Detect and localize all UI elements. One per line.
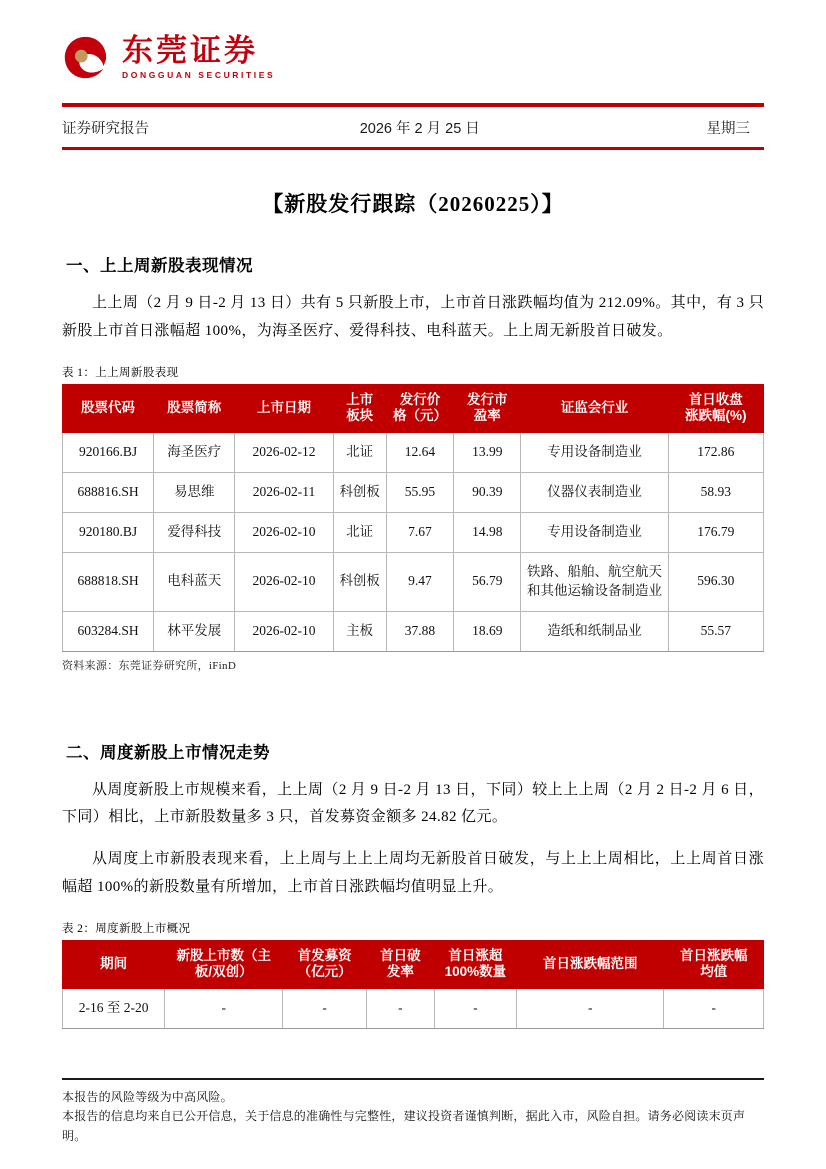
table-2-header (63, 940, 764, 989)
cell-change-average: - (664, 989, 764, 1029)
footer-disclaimer (62, 1088, 764, 1147)
col-period (63, 940, 165, 989)
col-period-l1: 期间 (100, 956, 128, 972)
cell-listing-board: 科创板 (333, 552, 386, 611)
col-listing-count-l1: 新股上市数（主 (176, 947, 271, 963)
cell-stock-name: 林平发展 (154, 611, 235, 651)
col-csrc-industry-l1: 证监会行业 (560, 399, 629, 415)
table-header-row (63, 940, 764, 989)
logo-text-cn: 东莞证券 (122, 33, 258, 69)
col-change-average (664, 940, 764, 989)
cell-issue-price: 9.47 (386, 552, 453, 611)
col-first-day-change (668, 384, 763, 433)
col-ipo-proceeds-l2: （亿元） (297, 964, 352, 980)
table-row (63, 473, 764, 513)
col-issue-pe-l1: 发行市 (467, 391, 508, 407)
cell-stock-name: 爱得科技 (154, 513, 235, 553)
cell-first-day-change: 172.86 (668, 433, 763, 473)
col-listing-count (165, 940, 283, 989)
cell-issue-pe: 90.39 (454, 473, 521, 513)
cell-stock-name: 海圣医疗 (154, 433, 235, 473)
table-1-header (63, 384, 764, 433)
cell-listing-board: 北证 (333, 433, 386, 473)
cell-listing-date: 2026-02-10 (235, 552, 333, 611)
col-issue-price (386, 384, 453, 433)
col-issue-pe-l2: 盈率 (473, 408, 501, 424)
cell-listing-board: 主板 (333, 611, 386, 651)
report-info-bar (62, 107, 764, 147)
cell-csrc-industry: 专用设备制造业 (521, 433, 668, 473)
col-listing-board (333, 384, 386, 433)
table-row (63, 513, 764, 553)
report-weekday: 星期三 (706, 120, 751, 137)
col-listing-board-l2: 板块 (346, 408, 374, 424)
cell-stock-code: 603284.SH (63, 611, 154, 651)
report-type-label: 证券研究报告 (62, 120, 149, 137)
col-listing-count-l2: 板/双创） (194, 964, 253, 980)
col-break-rate-l1: 首日破 (380, 947, 421, 963)
cell-change-range: - (517, 989, 664, 1029)
cell-stock-code: 920180.BJ (63, 513, 154, 553)
cell-csrc-industry: 专用设备制造业 (521, 513, 668, 553)
col-break-rate-l2: 发率 (386, 964, 414, 980)
col-change-range (517, 940, 664, 989)
cell-issue-price: 7.67 (386, 513, 453, 553)
cell-listing-count: - (165, 989, 283, 1029)
col-stock-code (63, 384, 154, 433)
col-break-rate (367, 940, 434, 989)
cell-issue-price: 55.95 (386, 473, 453, 513)
cell-over-100-count: - (434, 989, 517, 1029)
footer-line-2: 本报告的信息均来自已公开信息，关于信息的准确性与完整性，建议投资者谨慎判断，据此入市，风险自担。请务必阅读末页声明。 (62, 1109, 746, 1144)
col-ipo-proceeds-l1: 首发募资 (297, 947, 352, 963)
cell-first-day-change: 596.30 (668, 552, 763, 611)
cell-stock-code: 688816.SH (63, 473, 154, 513)
page-footer (62, 1078, 764, 1147)
table-row (63, 433, 764, 473)
cell-listing-board: 北证 (333, 513, 386, 553)
table-new-stock-performance (62, 384, 764, 652)
logo-text-en: DONGGUAN SECURITIES (122, 70, 276, 80)
col-over-100-count-l1: 首日涨超 (448, 947, 503, 963)
table-1-caption: 表 1：上上周新股表现 (62, 366, 179, 379)
col-stock-code-l1: 股票代码 (81, 399, 136, 415)
company-logo (62, 34, 764, 81)
cell-listing-board: 科创板 (333, 473, 386, 513)
cell-stock-name: 易思维 (154, 473, 235, 513)
col-stock-name (154, 384, 235, 433)
cell-period: 2-16 至 2-20 (63, 989, 165, 1029)
col-over-100-count (434, 940, 517, 989)
table-weekly-listing-overview (62, 940, 764, 1030)
section-2-paragraph-1: 从周度新股上市规模来看，上上周（2 月 9 日-2 月 13 日，下同）较上上上周（2 月 2 日-2 月 6 日，下同）相比，上市新股数量多 3 只，首发募资金额多 24.82 亿元。 (62, 781, 764, 826)
cell-csrc-industry: 造纸和纸制品业 (521, 611, 668, 651)
cell-issue-price: 37.88 (386, 611, 453, 651)
cell-csrc-industry: 仪器仪表制造业 (521, 473, 668, 513)
col-issue-price-l2: 格（元） (392, 408, 447, 424)
cell-stock-name: 电科蓝天 (154, 552, 235, 611)
cell-first-day-change: 176.79 (668, 513, 763, 553)
col-issue-pe (454, 384, 521, 433)
section-heading-2: 二、周度新股上市情况走势 (66, 743, 270, 762)
section-2-paragraph-2: 从周度上市新股表现来看，上上周与上上上周均无新股首日破发，与上上上周相比，上上周首日涨幅超 100%的新股数量有所增加，上市首日涨跌幅均值明显上升。 (62, 851, 764, 895)
cell-listing-date: 2026-02-10 (235, 611, 333, 651)
section-1-paragraph-1: 上上周（2 月 9 日-2 月 13 日）共有 5 只新股上市，上市首日涨跌幅均值为 212.09%。其中，有 3 只新股上市首日涨幅超 100%，为海圣医疗、爱得科技、电科蓝天。上上周无新股首日破发。 (62, 295, 764, 339)
table-2-body (63, 989, 764, 1029)
cell-issue-pe: 13.99 (454, 433, 521, 473)
cell-listing-date: 2026-02-10 (235, 513, 333, 553)
table-1-source: 资料来源：东莞证券研究所，iFinD (62, 659, 237, 672)
cell-issue-pe: 14.98 (454, 513, 521, 553)
cell-first-day-change: 58.93 (668, 473, 763, 513)
col-change-range-l1: 首日涨跌幅范围 (543, 956, 638, 972)
col-listing-board-l1: 上市 (346, 391, 374, 407)
table-header-row (63, 384, 764, 433)
footer-divider (62, 1078, 764, 1080)
table-1-body (63, 433, 764, 651)
cell-break-rate: - (367, 989, 434, 1029)
cell-stock-code: 688818.SH (63, 552, 154, 611)
cell-listing-date: 2026-02-12 (235, 433, 333, 473)
page-title: 【新股发行跟踪（20260225）】 (262, 192, 564, 216)
cell-ipo-proceeds: - (283, 989, 367, 1029)
col-ipo-proceeds (283, 940, 367, 989)
col-change-average-l1: 首日涨跌幅 (679, 947, 748, 963)
col-over-100-count-l2: 100%数量 (444, 964, 507, 980)
cell-first-day-change: 55.57 (668, 611, 763, 651)
col-first-day-change-l1: 首日收盘 (688, 391, 743, 407)
cell-stock-code: 920166.BJ (63, 433, 154, 473)
header-rule-bottom (62, 147, 764, 150)
col-csrc-industry (521, 384, 668, 433)
section-heading-1: 一、上上周新股表现情况 (66, 257, 253, 275)
logo-wordmark (122, 35, 275, 81)
table-row (63, 611, 764, 651)
cell-issue-pe: 18.69 (454, 611, 521, 651)
table-row (63, 552, 764, 611)
cell-issue-price: 12.64 (386, 433, 453, 473)
masthead (62, 0, 764, 100)
cell-issue-pe: 56.79 (454, 552, 521, 611)
table-row (63, 989, 764, 1029)
col-listing-date (235, 384, 333, 433)
col-stock-name-l1: 股票简称 (167, 399, 222, 415)
col-change-average-l2: 均值 (700, 964, 728, 980)
col-issue-price-l1: 发行价 (399, 391, 441, 407)
dongguan-securities-logo-icon (62, 34, 109, 81)
cell-csrc-industry: 铁路、船舶、航空航天和其他运输设备制造业 (521, 552, 668, 611)
col-first-day-change-l2: 涨跌幅(%) (685, 408, 747, 424)
cell-listing-date: 2026-02-11 (235, 473, 333, 513)
footer-line-1: 本报告的风险等级为中高风险。 (62, 1089, 233, 1104)
col-listing-date-l1: 上市日期 (257, 399, 311, 415)
report-date: 2026 年 2 月 25 日 (359, 120, 480, 137)
table-2-caption: 表 2：周度新股上市概况 (62, 922, 191, 935)
